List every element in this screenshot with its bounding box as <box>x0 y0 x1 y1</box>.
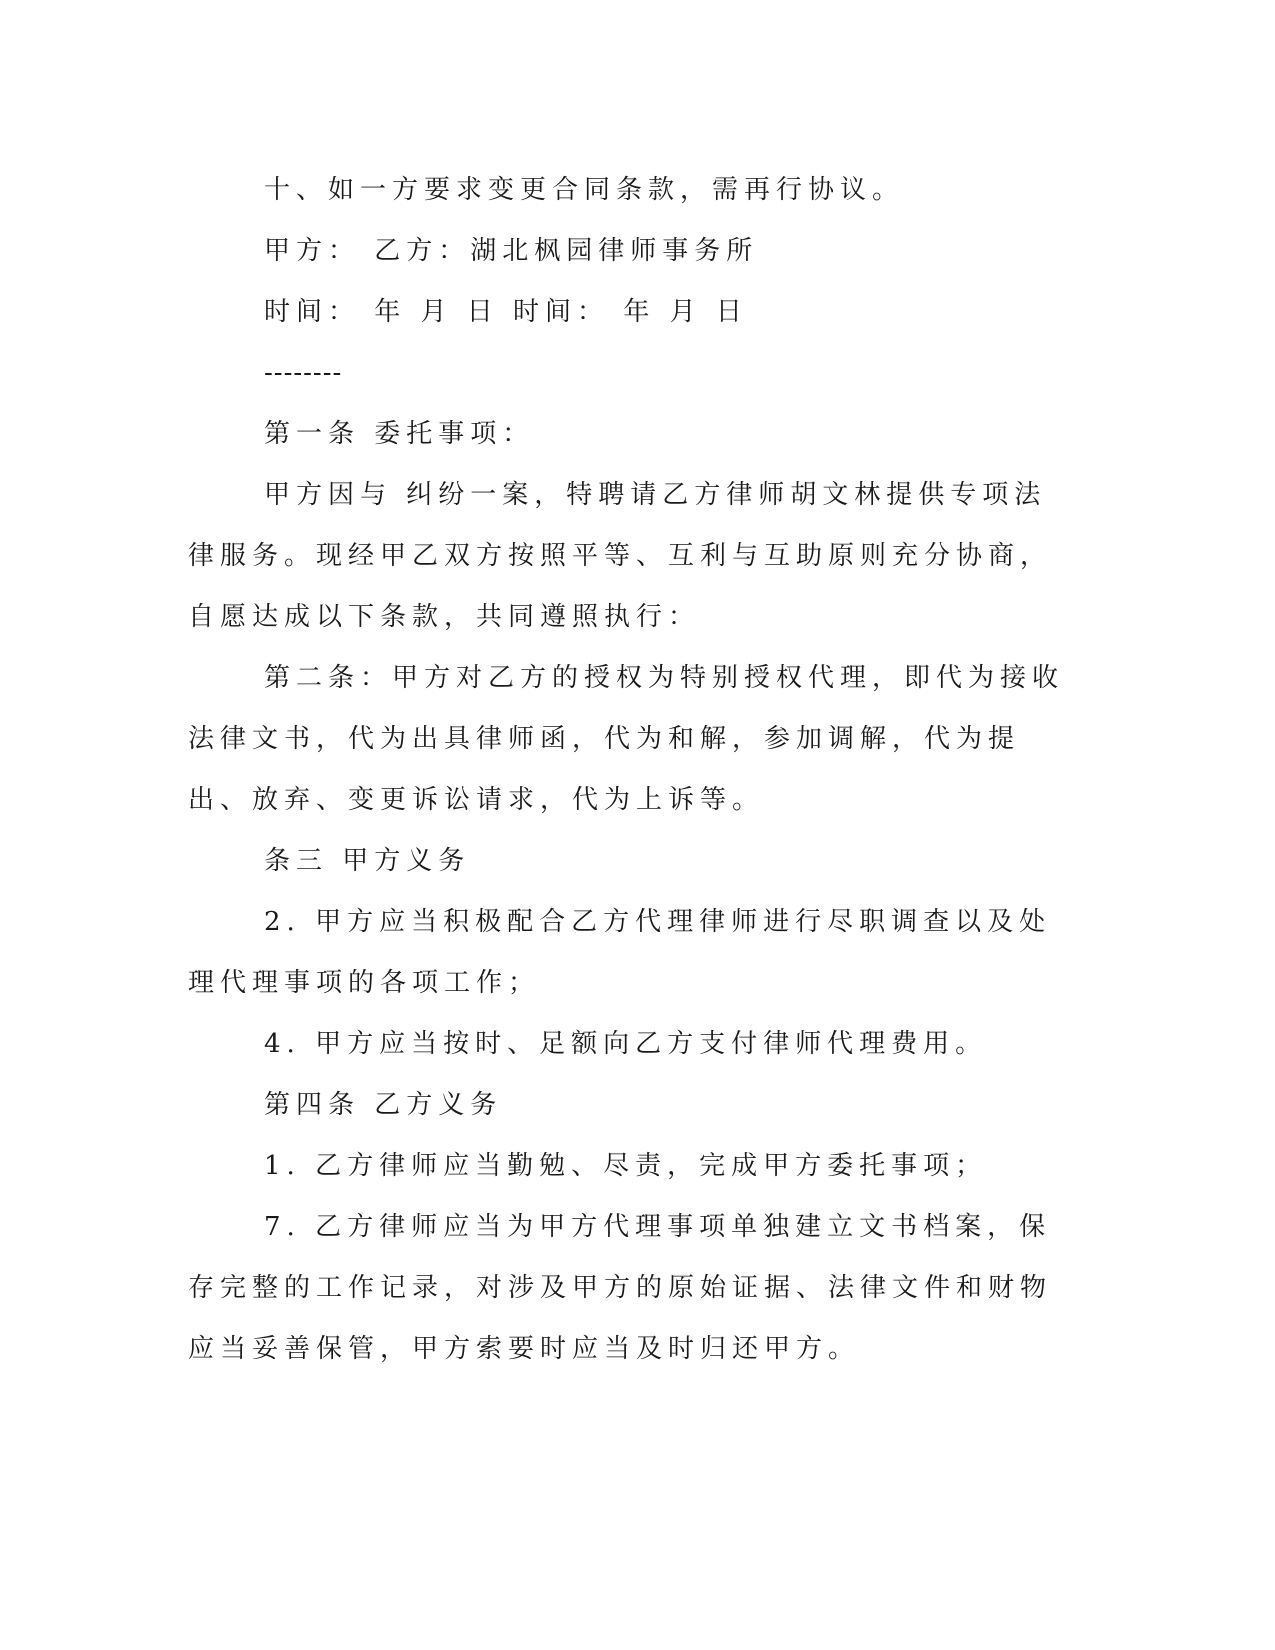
article-four-item-7: 7. 乙方律师应当为甲方代理事项单独建立文书档案，保存完整的工作记录，对涉及甲方的原始证据、法律文件和财物应当妥善保管，甲方索要时应当及时归还甲方。 <box>188 1212 1053 1364</box>
signature-dates: 时间： 年 月 日 时间： 年 月 日 <box>264 297 748 327</box>
article-four-item-1: 1. 乙方律师应当勤勉、尽责，完成甲方委托事项； <box>264 1151 988 1181</box>
article-three-item-2: 2. 甲方应当积极配合乙方代理律师进行尽职调查以及处理代理事项的各项工作； <box>188 907 1052 998</box>
article-three-item-4: 4. 甲方应当按时、足额向乙方支付律师代理费用。 <box>264 1029 988 1059</box>
article-four-heading: 第四条 乙方义务 <box>264 1090 503 1120</box>
article-three-heading: 条三 甲方义务 <box>264 846 471 876</box>
signature-parties: 甲方： 乙方：湖北枫园律师事务所 <box>264 236 759 266</box>
section-divider: -------- <box>264 358 343 388</box>
clause-ten: 十、如一方要求变更合同条款，需再行协议。 <box>264 175 905 205</box>
article-one-body: 甲方因与 纠纷一案，特聘请乙方律师胡文林提供专项法律服务。现经甲乙双方按照平等、互利与互助原则充分协商，自愿达成以下条款，共同遵照执行： <box>188 480 1053 632</box>
article-one-heading: 第一条 委托事项： <box>264 419 535 449</box>
document-body <box>188 160 1068 1380</box>
article-two-body: 第二条：甲方对乙方的授权为特别授权代理，即代为接收法律文书，代为出具律师函，代为和解，参加调解，代为提出、放弃、变更诉讼请求，代为上诉等。 <box>188 663 1065 815</box>
